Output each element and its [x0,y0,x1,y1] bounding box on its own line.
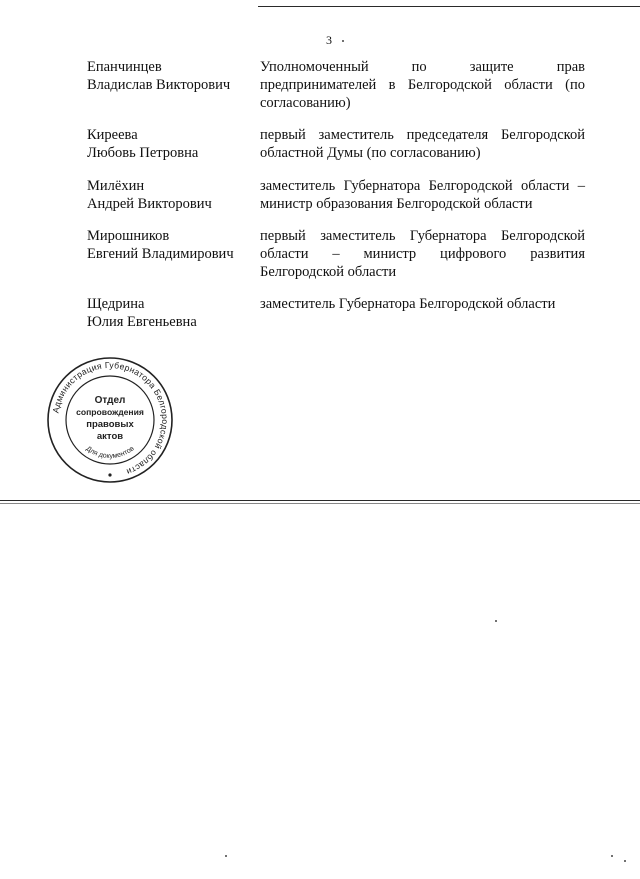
member-surname: Епанчинцев [87,59,162,75]
page-separator-line [0,500,640,501]
member-given-name: Юлия Евгеньевна [87,314,197,330]
member-given-name: Андрей Викторович [87,196,212,212]
member-surname: Киреева [87,127,138,143]
stamp-center-line: Отдел [94,395,126,406]
stamp-center-line: сопровождения [76,407,144,417]
member-position: заместитель Губернатора Белгородской области – министр образования Белгородской области [260,178,585,212]
page-number: 3 [326,33,332,47]
page-separator-shadow [0,503,640,504]
member-surname: Щедрина [87,296,145,312]
member-position: первый заместитель председателя Белгородской областной Думы (по согласованию) [260,127,585,161]
member-name [87,227,252,263]
scan-edge-line [258,6,640,7]
member-position: первый заместитель Губернатора Белгородской области – министр цифрового развития Белгородской области [260,228,585,280]
official-stamp [45,355,175,485]
member-surname: Мирошников [87,228,170,244]
stamp-dot [108,473,111,476]
stamp-center-line: актов [96,431,124,442]
member-position: Уполномоченный по защите прав предпринимателей в Белгородской области (по согласованию) [260,59,585,111]
scan-speck [611,855,613,857]
member-given-name: Любовь Петровна [87,145,199,161]
member-name [87,295,252,331]
member-given-name: Владислав Викторович [87,77,231,93]
member-position: заместитель Губернатора Белгородской области [260,296,556,312]
scan-speck [495,620,497,622]
stamp-ring-text: Администрация Губернатора Белгородской области [50,359,171,478]
member-name [87,177,252,213]
stamp-center-line: правовых [86,419,134,430]
scan-speck [225,855,227,857]
scan-speck [624,860,626,862]
member-name [87,126,252,162]
member-surname: Милёхин [87,178,145,194]
stamp-inner-text: Для документов [84,445,136,461]
member-given-name: Евгений Владимирович [87,246,234,262]
member-name [87,58,252,94]
scan-speck [342,40,344,42]
